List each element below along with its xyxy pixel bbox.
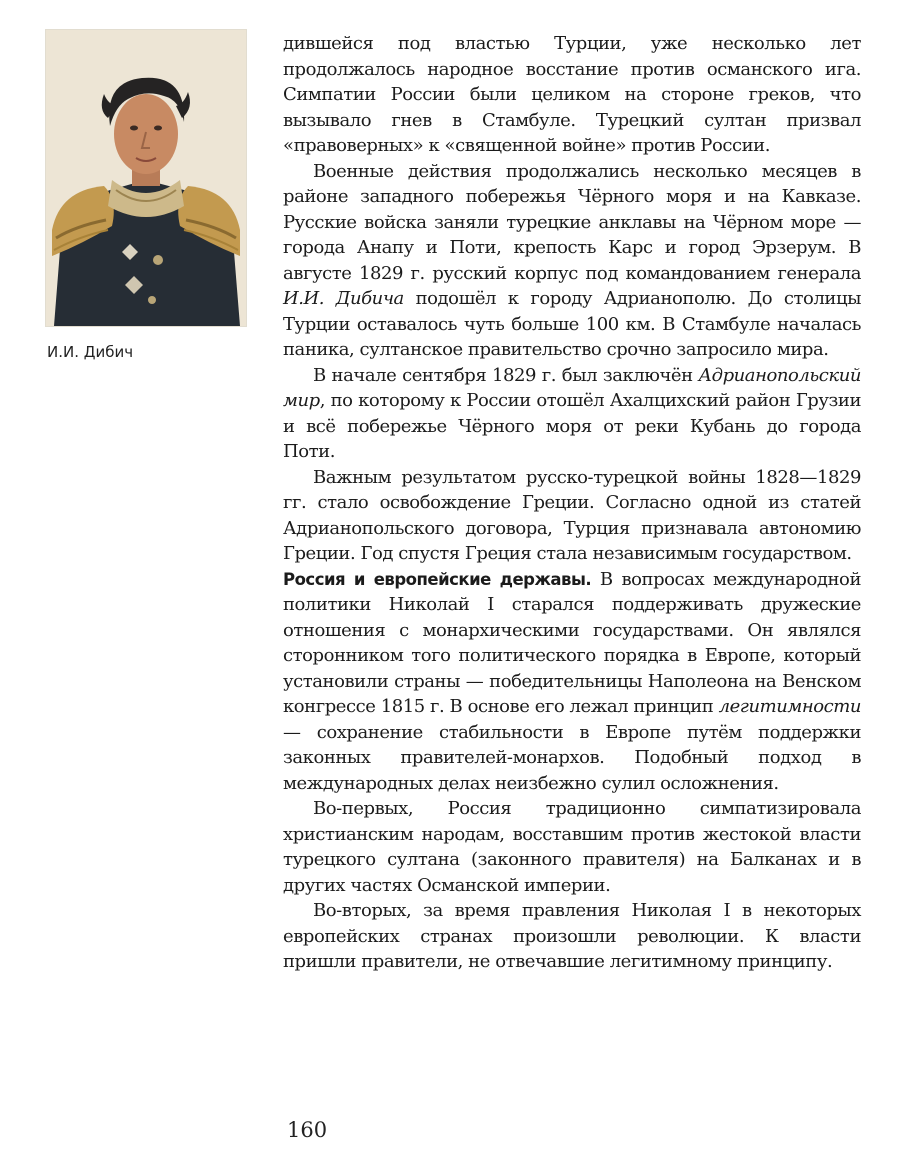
text-run: подошёл к городу Адрианополю. До столицы Турции оставалось чуть больше 100 км. В Стамбуле началась паника, султанское правительство срочно запросило мира. bbox=[283, 288, 861, 360]
paragraph bbox=[283, 796, 861, 898]
text-run: Военные действия продолжались несколько месяцев в районе западного побережья Чёрного моря и на Кавказе. Русские войска заняли турецкие анклавы на Чёрном море — города Анапу и Поти, крепость Карс и город Эрзерум. В августе 1829 г. русский корпус под командованием генерала bbox=[283, 160, 861, 284]
italic-term: легитимности bbox=[718, 696, 862, 717]
page-number: 160 bbox=[287, 1118, 328, 1142]
text-run: — сохранение стабильности в Европе путём поддержки законных правителей-монархов. Подобный подход в международных делах неизбежно сулил осложнения. bbox=[283, 721, 861, 794]
text-run: Во-первых, Россия традиционно симпатизировала христианским народам, восставшим против жестокой власти турецкого султана (законного правителя) на Балканах и в других частях Османской империи. bbox=[283, 798, 861, 896]
text-run: Во-вторых, за время правления Николая I в некоторых европейских странах произошли революции. К власти пришли правители, не отвечавшие легитимному принципу. bbox=[283, 900, 861, 972]
text-run: , по которому к России отошёл Ахалцихский район Грузии и всё побережье Чёрного моря от реки Кубань до города Поти. bbox=[283, 390, 861, 462]
paragraph bbox=[283, 465, 861, 567]
text-run: дившейся под властью Турции, уже несколько лет продолжалось народное восстание против османского ига. Симпатии России были целиком на стороне греков, что вызывало гнев в Стамбуле. Турецкий султан призвал «правоверных» к «священной войне» против России. bbox=[283, 33, 861, 156]
text-run: Важным результатом русско-турецкой войны 1828—1829 гг. стало освобождение Греции. Согласно одной из статей Адрианопольского договора, Турция признавала автономию Греции. Год спустя Греция стала независимым государством. bbox=[283, 466, 861, 564]
italic-term: И.И. Дибича bbox=[283, 288, 404, 309]
paragraph bbox=[283, 363, 861, 465]
section-heading: Россия и европейские державы. bbox=[283, 569, 592, 589]
paragraph bbox=[283, 159, 861, 363]
paragraph bbox=[283, 31, 861, 159]
portrait-caption: И.И. Дибич bbox=[47, 343, 134, 361]
portrait-image bbox=[46, 30, 246, 326]
text-run: В начале сентября 1829 г. был заключён bbox=[313, 364, 699, 386]
text-run: В вопросах международной политики Николай I старался поддерживать дружеские отношения с монархическими государствами. Он являлся сторонником того политического порядка в Европе, который установили страны — победительницы Наполеона на Венском конгрессе 1815 г. В основе его лежал принцип bbox=[283, 568, 861, 717]
main-text bbox=[283, 31, 861, 975]
italic-term: Адрианопольский мир bbox=[283, 364, 861, 411]
paragraph bbox=[283, 567, 861, 797]
paragraph bbox=[283, 898, 861, 975]
